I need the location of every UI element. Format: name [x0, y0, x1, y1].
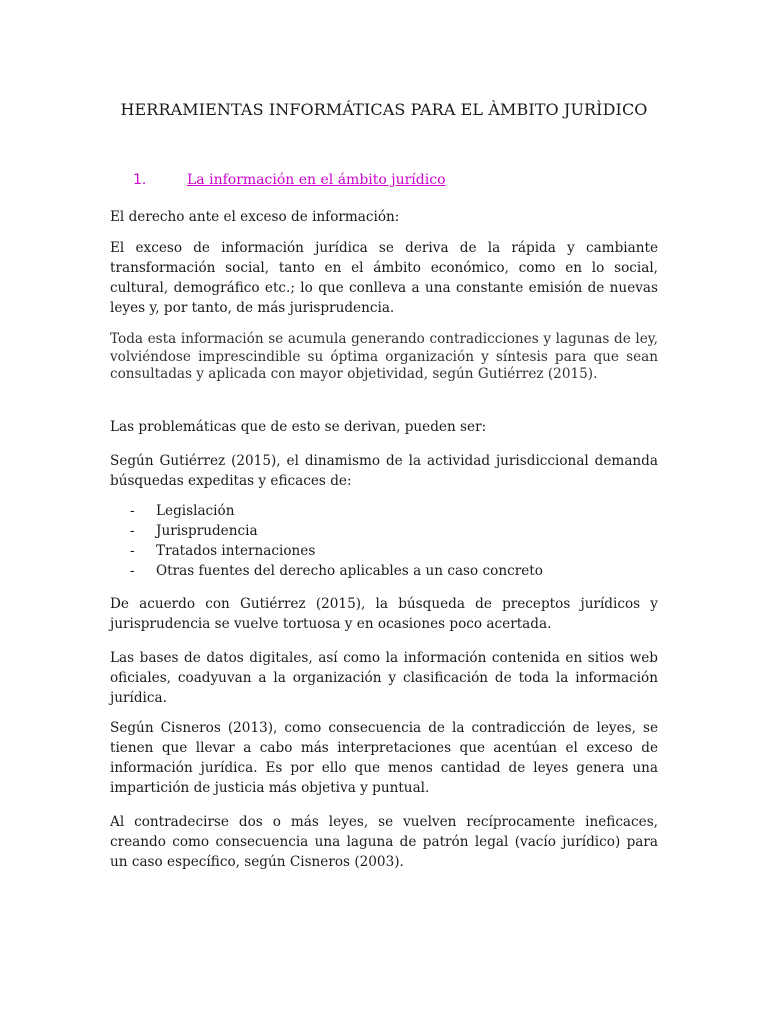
- section-heading: [133, 172, 446, 188]
- list-item-text: Otras fuentes del derecho aplicables a un caso concreto: [156, 563, 543, 579]
- section-number: 1.: [133, 172, 147, 188]
- list-item-text: Legislación: [156, 503, 235, 519]
- search-targets-list: [130, 501, 543, 581]
- list-item: [130, 521, 543, 541]
- document-title: HERRAMIENTAS INFORMÁTICAS PARA EL ÀMBITO JURÌDICO: [120, 100, 648, 119]
- paragraph-1: El exceso de información jurídica se deriva de la rápida y cambiante transformación social, tanto en el ámbito económico, como en lo social, cultural, demográfico etc.; lo que conlleva a una constante emisión de nuevas leyes y, por tanto, de más jurisprudencia.: [110, 240, 658, 316]
- paragraph-8: Al contradecirse dos o más leyes, se vuelven recíprocamente ineficaces, creando como consecuencia una laguna de patrón legal (vacío jurídico) para un caso específico, según Cisneros (2003).: [110, 814, 658, 870]
- list-item-text: Jurisprudencia: [156, 523, 258, 539]
- list-dash: -: [130, 563, 135, 579]
- list-item-text: Tratados internaciones: [156, 543, 316, 559]
- list-item: [130, 561, 543, 581]
- list-item: [130, 501, 543, 521]
- paragraph-2: Toda esta información se acumula generando contradicciones y lagunas de ley, volviéndose imprescindible su óptima organización y síntesis para que sean consultadas y aplicada con mayor objetividad, según Gutiérrez (2015).: [110, 331, 658, 382]
- section-heading-link[interactable]: La información en el ámbito jurídico: [187, 172, 446, 188]
- intro-paragraph: El derecho ante el exceso de información:: [110, 209, 400, 225]
- list-dash: -: [130, 523, 135, 539]
- list-dash: -: [130, 503, 135, 519]
- paragraph-4: Según Gutiérrez (2015), el dinamismo de la actividad jurisdiccional demanda búsquedas expeditas y eficaces de:: [110, 453, 658, 489]
- list-dash: -: [130, 543, 135, 559]
- paragraph-6: Las bases de datos digitales, así como la información contenida en sitios web oficiales, coadyuvan a la organización y clasificación de toda la información jurídica.: [110, 650, 658, 706]
- paragraph-5: De acuerdo con Gutiérrez (2015), la búsqueda de preceptos jurídicos y jurisprudencia se vuelve tortuosa y en ocasiones poco acertada.: [110, 596, 658, 632]
- paragraph-3: Las problemáticas que de esto se derivan, pueden ser:: [110, 419, 487, 435]
- list-item: [130, 541, 543, 561]
- paragraph-7: Según Cisneros (2013), como consecuencia de la contradicción de leyes, se tienen que llevar a cabo más interpretaciones que acentúan el exceso de información jurídica. Es por ello que menos cantidad de leyes genera una impartición de justicia más objetiva y puntual.: [110, 720, 658, 796]
